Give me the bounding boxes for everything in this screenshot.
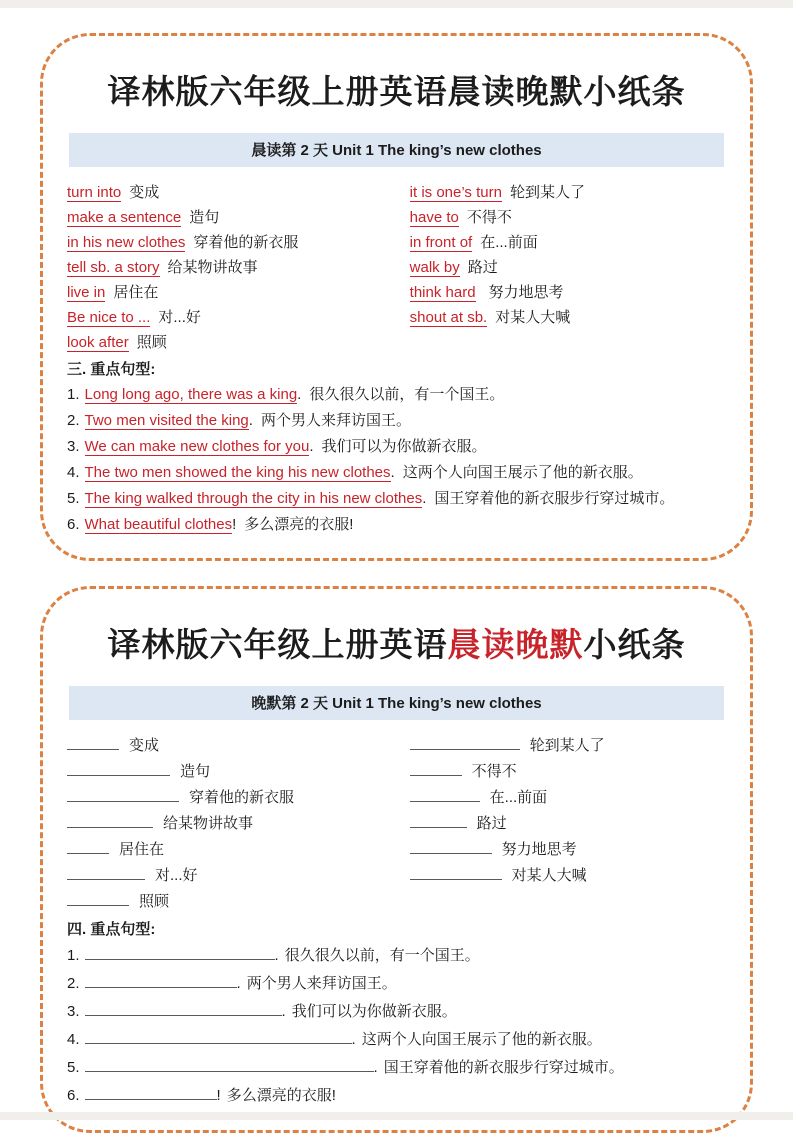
vocab-item <box>410 305 726 330</box>
sentence-chinese: 这两个人向国王展示了他的新衣服。 <box>361 1031 602 1048</box>
morning-reading-card <box>40 33 753 561</box>
vocab-chinese: 照顾 <box>136 334 167 351</box>
vocab-item <box>410 205 726 230</box>
sentence-english: The two men showed the king his new clothes <box>84 464 391 481</box>
vocab-chinese: 居住在 <box>119 841 165 858</box>
blank-sentence-item <box>67 1082 726 1110</box>
vocab-chinese: 努力地思考 <box>488 284 564 301</box>
fill-in-blank <box>85 1056 374 1072</box>
sentence-number: 2. <box>67 412 80 429</box>
sentence-punct: . <box>422 490 427 507</box>
sentence-number: 4. <box>67 464 80 481</box>
blank-row <box>67 785 410 811</box>
vocab-item <box>410 230 726 255</box>
blank-row <box>67 811 410 837</box>
vocab-item <box>410 280 726 305</box>
blank-row <box>410 785 726 811</box>
section-heading: 三. 重点句型: <box>67 361 156 378</box>
vocab-chinese: 照顾 <box>139 893 170 910</box>
sentence-punct: . <box>297 386 302 403</box>
sentence-chinese: 多么漂亮的衣服! <box>244 516 354 533</box>
sentence-chinese: 我们可以为你做新衣服。 <box>321 438 487 455</box>
blank-vocab-section <box>67 733 726 915</box>
sentence-english: Long long ago, there was a king <box>84 386 298 403</box>
sentence-chinese: 很久很久以前，有一个国王。 <box>309 386 505 403</box>
blank-row <box>67 889 410 915</box>
fill-in-blank <box>67 734 119 750</box>
card-title: 译林版六年级上册英语晨读晚默小纸条 <box>107 73 686 110</box>
blank-column-right <box>410 733 726 915</box>
sentence-punct: . <box>248 412 253 429</box>
sentence-chinese: 多么漂亮的衣服! <box>226 1087 336 1104</box>
blank-sentence-item <box>67 970 726 998</box>
blank-row <box>410 811 726 837</box>
sentence-chinese: 国王穿着他的新衣服步行穿过城市。 <box>383 1059 624 1076</box>
sentence-number: 6. <box>67 516 80 533</box>
vocab-english: have to <box>409 209 459 226</box>
vocab-english: tell sb. a story <box>67 259 160 276</box>
vocab-chinese: 对某人大喊 <box>511 867 587 884</box>
vocab-english: in front of <box>409 234 473 251</box>
sentence-punct: . <box>309 438 314 455</box>
vocab-item <box>67 230 410 255</box>
vocab-chinese: 路过 <box>467 259 498 276</box>
fill-in-blank <box>410 760 462 776</box>
sentence-number: 5. <box>67 490 80 507</box>
vocab-item <box>67 255 410 280</box>
blank-row <box>67 733 410 759</box>
blank-sentence-list <box>67 942 726 1110</box>
sentence-punct: ! <box>216 1087 221 1104</box>
vocab-chinese: 对...好 <box>158 309 201 326</box>
fill-in-blank <box>85 972 237 988</box>
sentence-number: 5. <box>67 1059 80 1076</box>
blank-row <box>410 863 726 889</box>
vocab-chinese: 给某物讲故事 <box>167 259 258 276</box>
sentence-english: The king walked through the city in his new clothes <box>84 490 423 507</box>
vocab-chinese: 轮到某人了 <box>529 737 605 754</box>
vocab-item <box>410 255 726 280</box>
vocab-english: shout at sb. <box>409 309 488 326</box>
vocab-chinese: 穿着他的新衣服 <box>189 789 295 806</box>
sentence-english: We can make new clothes for you <box>84 438 310 455</box>
fill-in-blank <box>410 864 502 880</box>
sentence-punct: . <box>390 464 395 481</box>
sentence-number: 3. <box>67 438 80 455</box>
sentence-chinese: 国王穿着他的新衣服步行穿过城市。 <box>434 490 675 507</box>
sentence-chinese: 很久很久以前，有一个国王。 <box>284 947 480 964</box>
sentence-punct: . <box>274 947 279 964</box>
blank-sentence-item <box>67 1054 726 1082</box>
sentence-punct: ! <box>232 516 237 533</box>
card-title-highlight: 晨读晚默 <box>447 626 584 663</box>
sentence-chinese: 这两个人向国王展示了他的新衣服。 <box>402 464 643 481</box>
vocab-english: it is one’s turn <box>409 184 502 201</box>
vocab-item <box>410 180 726 205</box>
vocab-column-left <box>67 180 410 355</box>
vocab-chinese: 造句 <box>180 763 211 780</box>
vocab-chinese: 不得不 <box>471 763 517 780</box>
evening-dictation-card <box>40 586 753 1133</box>
section-heading: 四. 重点句型: <box>67 921 156 938</box>
vocab-chinese: 变成 <box>129 737 160 754</box>
sentence-english: Two men visited the king <box>84 412 249 429</box>
vocab-english: think hard <box>409 284 476 301</box>
sentence-list <box>67 382 726 538</box>
vocab-english: look after <box>67 334 129 351</box>
blank-row <box>410 733 726 759</box>
sentence-number: 2. <box>67 975 80 992</box>
fill-in-blank <box>85 1084 217 1100</box>
fill-in-blank <box>410 812 467 828</box>
vocab-item <box>67 280 410 305</box>
sentence-chinese: 两个男人来拜访国王。 <box>246 975 397 992</box>
vocab-item <box>67 205 410 230</box>
blank-sentence-item <box>67 1026 726 1054</box>
sentence-item <box>67 434 726 460</box>
vocab-chinese: 给某物讲故事 <box>163 815 254 832</box>
card-title-pre: 译林版六年级上册英语 <box>107 626 448 663</box>
vocab-chinese: 在...前面 <box>480 234 538 251</box>
sentence-item <box>67 408 726 434</box>
blank-row <box>67 759 410 785</box>
blank-column-left <box>67 733 410 915</box>
vocab-english: walk by <box>409 259 460 276</box>
fill-in-blank <box>67 812 153 828</box>
fill-in-blank <box>410 838 492 854</box>
blank-row <box>410 759 726 785</box>
fill-in-blank <box>67 760 170 776</box>
sentence-english: What beautiful clothes <box>84 516 233 533</box>
sentence-punct: . <box>373 1059 378 1076</box>
vocab-chinese: 造句 <box>189 209 220 226</box>
vocab-chinese: 努力地思考 <box>501 841 577 858</box>
page-edge-bottom <box>0 1112 793 1120</box>
blank-row <box>67 837 410 863</box>
vocab-chinese: 轮到某人了 <box>509 184 585 201</box>
fill-in-blank <box>410 734 520 750</box>
sentence-item <box>67 486 726 512</box>
sentence-number: 1. <box>67 947 80 964</box>
blank-row <box>410 837 726 863</box>
fill-in-blank <box>85 1028 352 1044</box>
vocab-chinese: 在...前面 <box>489 789 548 806</box>
sentence-item <box>67 512 726 538</box>
unit-header-bar: 晚默第 2 天 Unit 1 The king’s new clothes <box>69 686 724 720</box>
vocab-english: make a sentence <box>67 209 182 226</box>
vocab-chinese: 路过 <box>476 815 507 832</box>
sentence-chinese: 我们可以为你做新衣服。 <box>291 1003 457 1020</box>
fill-in-blank <box>67 864 145 880</box>
sentence-number: 6. <box>67 1087 80 1104</box>
vocab-chinese: 变成 <box>129 184 160 201</box>
vocab-item <box>67 330 410 355</box>
card-title <box>67 619 726 666</box>
sentence-chinese: 两个男人来拜访国王。 <box>260 412 411 429</box>
sentence-item <box>67 382 726 408</box>
fill-in-blank <box>410 786 480 802</box>
vocab-chinese: 不得不 <box>466 209 512 226</box>
sentence-punct: . <box>351 1031 356 1048</box>
blank-sentence-item <box>67 998 726 1026</box>
vocab-chinese: 穿着他的新衣服 <box>193 234 299 251</box>
blank-sentence-item <box>67 942 726 970</box>
vocab-english: turn into <box>67 184 122 201</box>
fill-in-blank <box>85 1000 282 1016</box>
page-edge-top <box>0 0 793 8</box>
fill-in-blank <box>67 786 179 802</box>
blank-row <box>67 863 410 889</box>
sentence-number: 4. <box>67 1031 80 1048</box>
unit-header-bar: 晨读第 2 天 Unit 1 The king’s new clothes <box>69 133 724 167</box>
sentence-number: 1. <box>67 386 80 403</box>
vocab-english: Be nice to ... <box>67 309 151 326</box>
vocab-chinese: 对...好 <box>155 867 198 884</box>
fill-in-blank <box>67 838 109 854</box>
vocab-item <box>67 305 410 330</box>
vocab-section <box>67 180 726 355</box>
sentence-number: 3. <box>67 1003 80 1020</box>
vocab-column-right <box>410 180 726 355</box>
vocab-english: in his new clothes <box>67 234 186 251</box>
vocab-chinese: 居住在 <box>113 284 159 301</box>
fill-in-blank <box>85 944 275 960</box>
sentence-punct: . <box>236 975 241 992</box>
sentence-punct: . <box>281 1003 286 1020</box>
vocab-english: live in <box>67 284 106 301</box>
vocab-item <box>67 180 410 205</box>
fill-in-blank <box>67 890 129 906</box>
sentence-item <box>67 460 726 486</box>
card-title-post: 小纸条 <box>583 626 686 663</box>
vocab-chinese: 对某人大喊 <box>495 309 571 326</box>
